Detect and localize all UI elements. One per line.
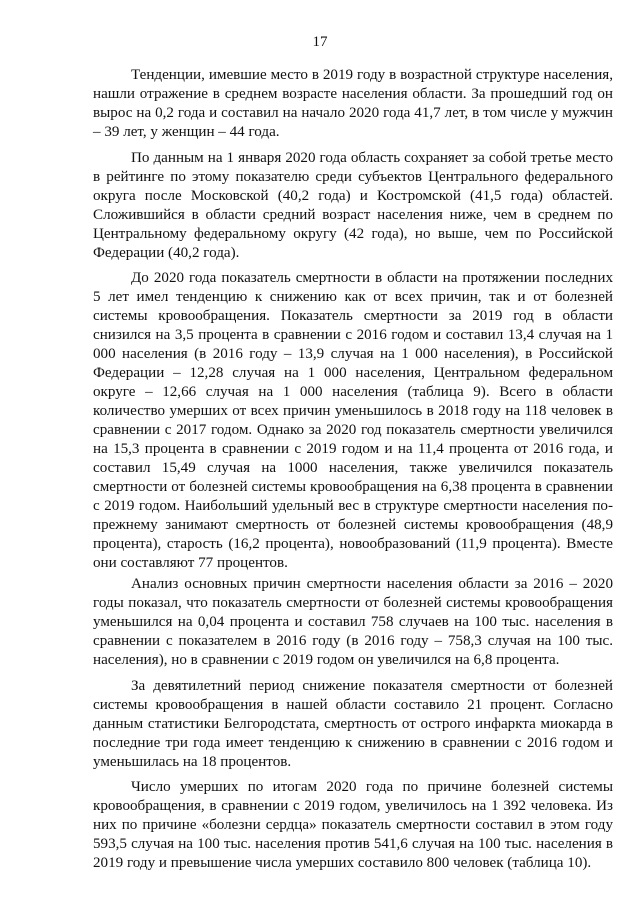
paragraph-mortality-trend: До 2020 года показатель смертности в области на протяжении последних 5 лет имел тенденцию к снижению как от всех причин, так и от болезней системы кровообращения. Показатель смертности за 2019 год в области снизился на 3,5 процента в сравнении с 2016 годом и составил 13,4 случая на 1 000 населения (в 2016 году – 13,9 случая на 1 000 населения), в Российской Федерации – 12,28 случая на 1 000 населения, Центральном федеральном округе – 12,66 случая на 1 000 населения (таблица 9). Всего в области количество умерших от всех причин уменьшилось в 2018 году на 118 человек в сравнении с 2017 годом. Однако за 2020 год показатель смертности увеличился на 15,3 процента в сравнении с 2019 годом и на 11,4 процента от 2016 года, и составил 15,49 случая на 1000 населения, также увеличился показатель смертности от болезней системы кровообращения на 6,38 процента в сравнении с 2019 годом. Наибольший удельный вес в структуре смертности населения по-прежнему занимают смертность от болезней системы кровообращения (48,9 процента), старость (16,2 процента), новообразований (11,9 процента). Вместе они составляют 77 процентов.: [93, 270, 613, 571]
paragraph-mortality-causes-analysis: Анализ основных причин смертности населения области за 2016 – 2020 годы показал, что показатель смертности от болезней системы кровообращения уменьшился на 0,04 процента и составил 758 случаев на 100 тыс. населения в сравнении с показателем в 2016 году (в 2016 году – 758,3 случая на 100 тыс. населения), но в сравнении с 2019 годом он увеличился на 6,8 процента.: [93, 576, 613, 668]
paragraph-deaths-2020: Число умерших по итогам 2020 года по причине болезней системы кровообращения, в сравнении с 2019 годом, увеличилось на 1 392 человека. Из них по причине «болезни сердца» показатель смертности составил в этом году 593,5 случая на 100 тыс. населения против 541,6 случая на 100 тыс. населения в 2019 году и превышение числа умерших составило 800 человек (таблица 10).: [93, 779, 613, 871]
page-number: 17: [312, 34, 328, 50]
body-text: [93, 66, 613, 880]
paragraph-nine-year-reduction: За девятилетний период снижение показателя смертности от болезней системы кровообращения в нашей области составило 21 процент. Согласно данным статистики Белгородстата, смертность от острого инфаркта миокарда в последние три года имеет тенденцию к снижению в сравнении с 2016 годом и уменьшилась на 18 процентов.: [93, 677, 613, 770]
paragraph-average-age: Тенденции, имевшие место в 2019 году в возрастной структуре населения, нашли отражение в среднем возрасте населения области. За прошедший год он вырос на 0,2 года и составил на начало 2020 года 41,7 лет, в том числе у мужчин – 39 лет, у женщин – 44 года.: [93, 67, 613, 140]
paragraph-regional-ranking: По данным на 1 января 2020 года область сохраняет за собой третье место в рейтинге по этому показателю среди субъектов Центрального федерального округа после Московской (40,2 года) и Костромской (41,5 года) областей. Сложившийся в области средний возраст населения ниже, чем в среднем по Центральному федеральному округу (42 года), но выше, чем по Российской Федерации (40,2 года).: [93, 149, 613, 261]
